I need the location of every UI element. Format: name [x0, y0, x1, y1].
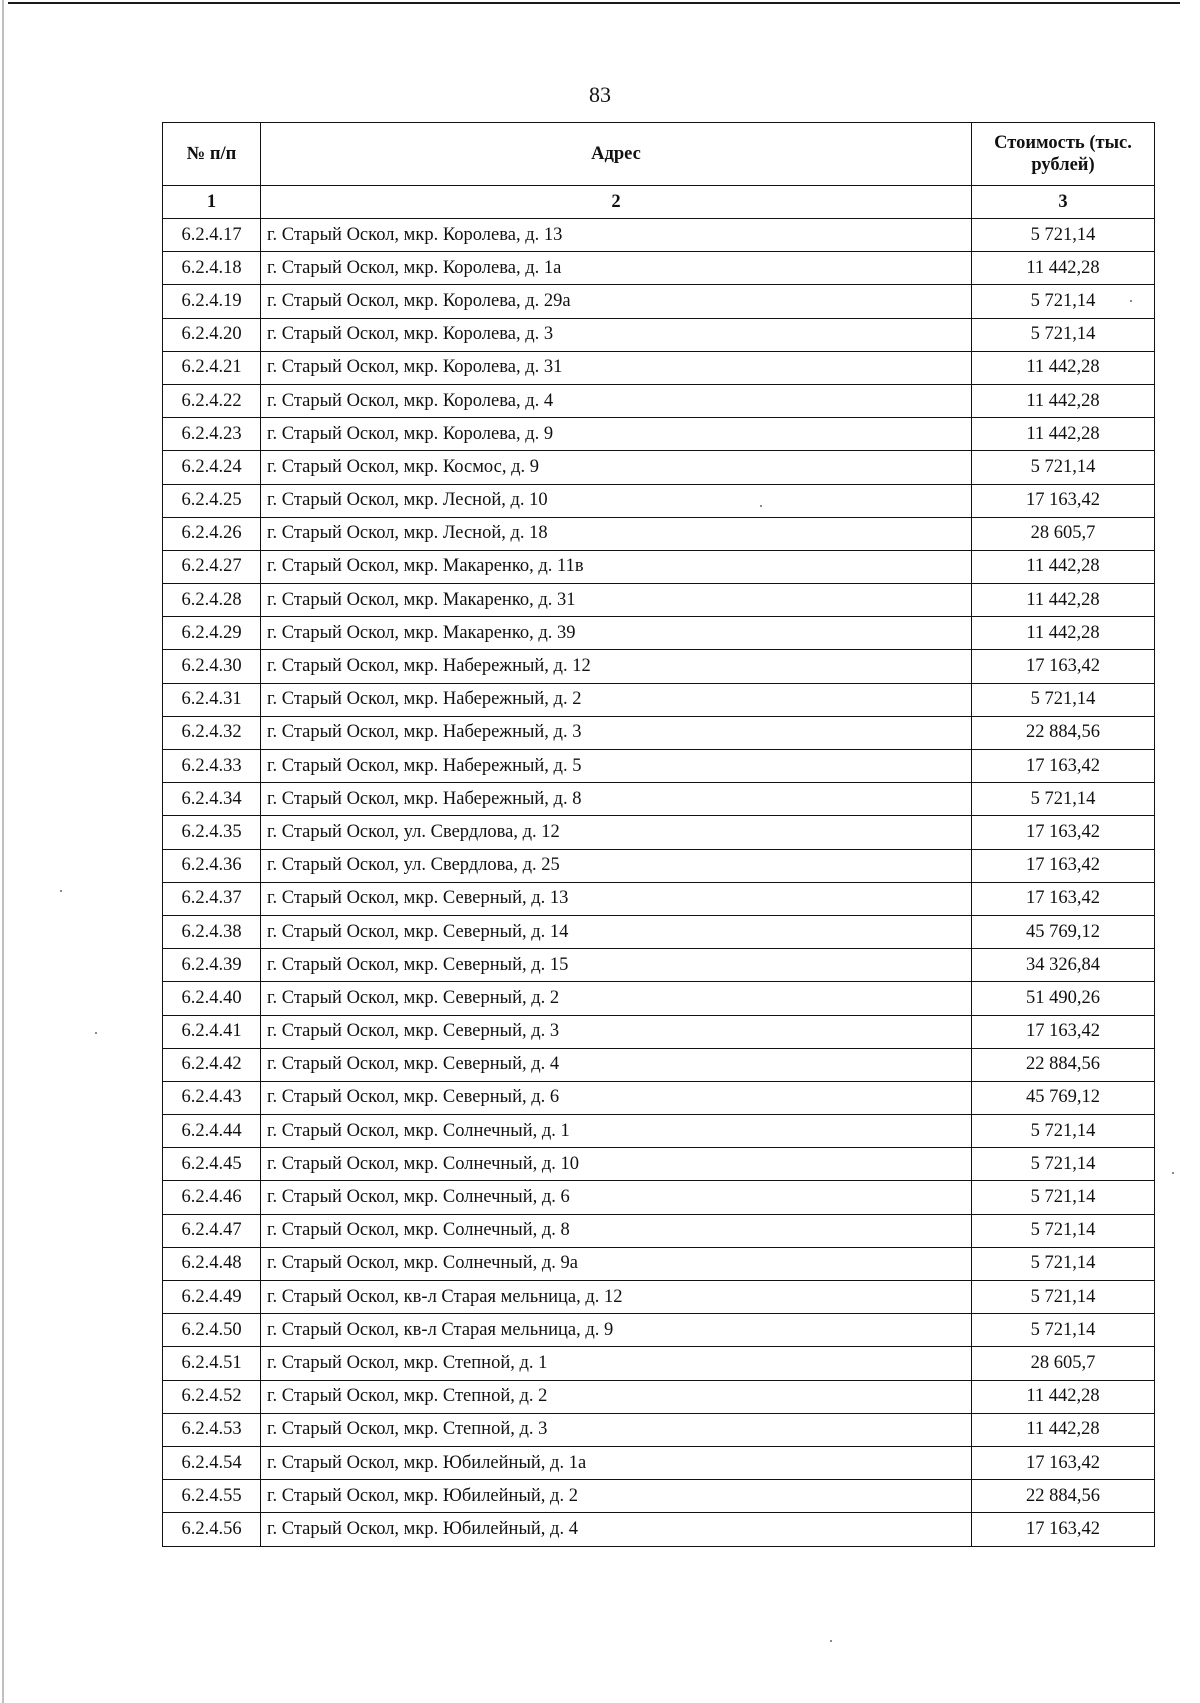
row-number-cell: 6.2.4.55: [163, 1480, 261, 1513]
table-row: [163, 550, 1155, 583]
table-row: [163, 1446, 1155, 1479]
row-cost-cell: 51 490,26: [972, 982, 1155, 1015]
table-row: [163, 683, 1155, 716]
table-row: [163, 351, 1155, 384]
row-cost-cell: 22 884,56: [972, 1480, 1155, 1513]
row-address-cell: г. Старый Оскол, мкр. Набережный, д. 5: [261, 750, 972, 783]
row-address-cell: г. Старый Оскол, мкр. Солнечный, д. 1: [261, 1115, 972, 1148]
row-number-cell: 6.2.4.42: [163, 1048, 261, 1081]
row-cost-cell: 17 163,42: [972, 750, 1155, 783]
scan-speck: [60, 890, 62, 892]
row-cost-cell: 11 442,28: [972, 1380, 1155, 1413]
row-number-cell: 6.2.4.53: [163, 1413, 261, 1446]
row-cost-cell: 5 721,14: [972, 1181, 1155, 1214]
scan-edge-left: [2, 0, 4, 1703]
table-row: [163, 816, 1155, 849]
table-row: [163, 716, 1155, 749]
row-cost-cell: 22 884,56: [972, 1048, 1155, 1081]
row-cost-cell: 11 442,28: [972, 1413, 1155, 1446]
row-address-cell: г. Старый Оскол, мкр. Степной, д. 3: [261, 1413, 972, 1446]
row-number-cell: 6.2.4.25: [163, 484, 261, 517]
row-cost-cell: 17 163,42: [972, 1446, 1155, 1479]
row-address-cell: г. Старый Оскол, кв-л Старая мельница, д. 12: [261, 1281, 972, 1314]
row-address-cell: г. Старый Оскол, мкр. Набережный, д. 8: [261, 783, 972, 816]
row-number-cell: 6.2.4.46: [163, 1181, 261, 1214]
row-cost-cell: 5 721,14: [972, 783, 1155, 816]
row-address-cell: г. Старый Оскол, мкр. Макаренко, д. 31: [261, 584, 972, 617]
table-row: [163, 1048, 1155, 1081]
row-number-cell: 6.2.4.38: [163, 915, 261, 948]
row-number-cell: 6.2.4.34: [163, 783, 261, 816]
table-row: [163, 1214, 1155, 1247]
table-body: [163, 219, 1155, 1547]
row-number-cell: 6.2.4.24: [163, 451, 261, 484]
table-row: [163, 219, 1155, 252]
row-address-cell: г. Старый Оскол, мкр. Королева, д. 4: [261, 384, 972, 417]
row-address-cell: г. Старый Оскол, мкр. Северный, д. 6: [261, 1081, 972, 1114]
row-number-cell: 6.2.4.41: [163, 1015, 261, 1048]
row-number-cell: 6.2.4.40: [163, 982, 261, 1015]
column-number-row: [163, 186, 1155, 219]
row-cost-cell: 17 163,42: [972, 650, 1155, 683]
table-row: [163, 617, 1155, 650]
table-row: [163, 1380, 1155, 1413]
table-row: [163, 1513, 1155, 1546]
row-address-cell: г. Старый Оскол, мкр. Набережный, д. 12: [261, 650, 972, 683]
row-address-cell: г. Старый Оскол, мкр. Королева, д. 3: [261, 318, 972, 351]
row-address-cell: г. Старый Оскол, мкр. Макаренко, д. 11в: [261, 550, 972, 583]
row-cost-cell: 5 721,14: [972, 1314, 1155, 1347]
row-address-cell: г. Старый Оскол, мкр. Макаренко, д. 39: [261, 617, 972, 650]
row-cost-cell: 5 721,14: [972, 1247, 1155, 1280]
header-num: № п/п: [163, 123, 261, 186]
table-row: [163, 1413, 1155, 1446]
row-address-cell: г. Старый Оскол, мкр. Набережный, д. 3: [261, 716, 972, 749]
row-number-cell: 6.2.4.52: [163, 1380, 261, 1413]
table-row: [163, 252, 1155, 285]
row-cost-cell: 5 721,14: [972, 683, 1155, 716]
row-number-cell: 6.2.4.49: [163, 1281, 261, 1314]
table-row: [163, 1281, 1155, 1314]
row-number-cell: 6.2.4.50: [163, 1314, 261, 1347]
page-number: 83: [589, 82, 611, 107]
row-cost-cell: 11 442,28: [972, 617, 1155, 650]
table-row: [163, 1115, 1155, 1148]
row-address-cell: г. Старый Оскол, мкр. Северный, д. 13: [261, 882, 972, 915]
row-cost-cell: 17 163,42: [972, 1015, 1155, 1048]
table-row: [163, 915, 1155, 948]
header-cost: Стоимость (тыс. рублей): [972, 123, 1155, 186]
row-cost-cell: 11 442,28: [972, 252, 1155, 285]
row-address-cell: г. Старый Оскол, мкр. Северный, д. 4: [261, 1048, 972, 1081]
row-number-cell: 6.2.4.23: [163, 418, 261, 451]
row-number-cell: 6.2.4.20: [163, 318, 261, 351]
scan-edge-top: [8, 2, 1180, 4]
table-row: [163, 318, 1155, 351]
row-cost-cell: 11 442,28: [972, 384, 1155, 417]
table-row: [163, 1081, 1155, 1114]
scan-speck: [1130, 300, 1132, 302]
row-address-cell: г. Старый Оскол, ул. Свердлова, д. 12: [261, 816, 972, 849]
row-number-cell: 6.2.4.28: [163, 584, 261, 617]
row-cost-cell: 11 442,28: [972, 351, 1155, 384]
row-address-cell: г. Старый Оскол, кв-л Старая мельница, д. 9: [261, 1314, 972, 1347]
row-number-cell: 6.2.4.47: [163, 1214, 261, 1247]
cost-table: [162, 122, 1155, 1547]
row-address-cell: г. Старый Оскол, мкр. Юбилейный, д. 2: [261, 1480, 972, 1513]
table-row: [163, 1247, 1155, 1280]
table-row: [163, 650, 1155, 683]
row-address-cell: г. Старый Оскол, мкр. Степной, д. 2: [261, 1380, 972, 1413]
table-row: [163, 584, 1155, 617]
row-number-cell: 6.2.4.21: [163, 351, 261, 384]
row-cost-cell: 5 721,14: [972, 318, 1155, 351]
table-row: [163, 285, 1155, 318]
table-row: [163, 882, 1155, 915]
row-cost-cell: 5 721,14: [972, 1115, 1155, 1148]
row-cost-cell: 5 721,14: [972, 1148, 1155, 1181]
row-address-cell: г. Старый Оскол, мкр. Северный, д. 15: [261, 949, 972, 982]
scan-speck: [95, 1032, 97, 1034]
row-address-cell: г. Старый Оскол, мкр. Юбилейный, д. 1а: [261, 1446, 972, 1479]
row-number-cell: 6.2.4.54: [163, 1446, 261, 1479]
table-row: [163, 384, 1155, 417]
row-cost-cell: 17 163,42: [972, 484, 1155, 517]
row-address-cell: г. Старый Оскол, мкр. Набережный, д. 2: [261, 683, 972, 716]
row-number-cell: 6.2.4.51: [163, 1347, 261, 1380]
row-cost-cell: 17 163,42: [972, 882, 1155, 915]
row-number-cell: 6.2.4.17: [163, 219, 261, 252]
table-row: [163, 949, 1155, 982]
table-header-row: [163, 123, 1155, 186]
row-cost-cell: 11 442,28: [972, 550, 1155, 583]
table-row: [163, 982, 1155, 1015]
row-address-cell: г. Старый Оскол, мкр. Королева, д. 1а: [261, 252, 972, 285]
header-address: Адрес: [261, 123, 972, 186]
row-number-cell: 6.2.4.26: [163, 517, 261, 550]
scan-speck: [760, 505, 762, 507]
row-address-cell: г. Старый Оскол, мкр. Юбилейный, д. 4: [261, 1513, 972, 1546]
row-cost-cell: 45 769,12: [972, 915, 1155, 948]
row-cost-cell: 28 605,7: [972, 517, 1155, 550]
row-address-cell: г. Старый Оскол, мкр. Солнечный, д. 9а: [261, 1247, 972, 1280]
table-row: [163, 1480, 1155, 1513]
row-address-cell: г. Старый Оскол, мкр. Королева, д. 31: [261, 351, 972, 384]
row-address-cell: г. Старый Оскол, мкр. Северный, д. 14: [261, 915, 972, 948]
table-row: [163, 1181, 1155, 1214]
row-number-cell: 6.2.4.35: [163, 816, 261, 849]
table-row: [163, 484, 1155, 517]
row-cost-cell: 5 721,14: [972, 285, 1155, 318]
row-address-cell: г. Старый Оскол, мкр. Солнечный, д. 6: [261, 1181, 972, 1214]
row-address-cell: г. Старый Оскол, мкр. Королева, д. 9: [261, 418, 972, 451]
table-row: [163, 451, 1155, 484]
row-number-cell: 6.2.4.19: [163, 285, 261, 318]
table-row: [163, 1314, 1155, 1347]
row-address-cell: г. Старый Оскол, мкр. Солнечный, д. 10: [261, 1148, 972, 1181]
row-address-cell: г. Старый Оскол, мкр. Королева, д. 13: [261, 219, 972, 252]
scan-speck: [830, 1640, 832, 1642]
row-number-cell: 6.2.4.45: [163, 1148, 261, 1181]
row-number-cell: 6.2.4.29: [163, 617, 261, 650]
row-address-cell: г. Старый Оскол, мкр. Лесной, д. 18: [261, 517, 972, 550]
table-row: [163, 783, 1155, 816]
row-address-cell: г. Старый Оскол, мкр. Солнечный, д. 8: [261, 1214, 972, 1247]
row-address-cell: г. Старый Оскол, мкр. Северный, д. 2: [261, 982, 972, 1015]
table-row: [163, 1148, 1155, 1181]
row-number-cell: 6.2.4.31: [163, 683, 261, 716]
row-cost-cell: 5 721,14: [972, 1281, 1155, 1314]
row-number-cell: 6.2.4.30: [163, 650, 261, 683]
row-cost-cell: 22 884,56: [972, 716, 1155, 749]
row-cost-cell: 28 605,7: [972, 1347, 1155, 1380]
row-cost-cell: 17 163,42: [972, 816, 1155, 849]
row-cost-cell: 34 326,84: [972, 949, 1155, 982]
table-row: [163, 418, 1155, 451]
row-address-cell: г. Старый Оскол, ул. Свердлова, д. 25: [261, 849, 972, 882]
row-number-cell: 6.2.4.32: [163, 716, 261, 749]
row-cost-cell: 5 721,14: [972, 451, 1155, 484]
table-row: [163, 1015, 1155, 1048]
row-number-cell: 6.2.4.22: [163, 384, 261, 417]
table-row: [163, 750, 1155, 783]
row-address-cell: г. Старый Оскол, мкр. Степной, д. 1: [261, 1347, 972, 1380]
table-row: [163, 517, 1155, 550]
row-address-cell: г. Старый Оскол, мкр. Космос, д. 9: [261, 451, 972, 484]
column-number: 3: [972, 186, 1155, 219]
row-cost-cell: 45 769,12: [972, 1081, 1155, 1114]
row-cost-cell: 5 721,14: [972, 219, 1155, 252]
column-number: 2: [261, 186, 972, 219]
row-cost-cell: 17 163,42: [972, 1513, 1155, 1546]
row-cost-cell: 11 442,28: [972, 418, 1155, 451]
row-cost-cell: 17 163,42: [972, 849, 1155, 882]
row-address-cell: г. Старый Оскол, мкр. Королева, д. 29а: [261, 285, 972, 318]
row-number-cell: 6.2.4.18: [163, 252, 261, 285]
table-row: [163, 1347, 1155, 1380]
row-address-cell: г. Старый Оскол, мкр. Северный, д. 3: [261, 1015, 972, 1048]
scan-speck: [1172, 1172, 1174, 1174]
row-number-cell: 6.2.4.33: [163, 750, 261, 783]
row-number-cell: 6.2.4.43: [163, 1081, 261, 1114]
row-number-cell: 6.2.4.44: [163, 1115, 261, 1148]
row-number-cell: 6.2.4.39: [163, 949, 261, 982]
row-number-cell: 6.2.4.37: [163, 882, 261, 915]
column-number: 1: [163, 186, 261, 219]
row-number-cell: 6.2.4.27: [163, 550, 261, 583]
row-number-cell: 6.2.4.48: [163, 1247, 261, 1280]
row-cost-cell: 11 442,28: [972, 584, 1155, 617]
row-address-cell: г. Старый Оскол, мкр. Лесной, д. 10: [261, 484, 972, 517]
row-number-cell: 6.2.4.56: [163, 1513, 261, 1546]
table-row: [163, 849, 1155, 882]
row-number-cell: 6.2.4.36: [163, 849, 261, 882]
row-cost-cell: 5 721,14: [972, 1214, 1155, 1247]
